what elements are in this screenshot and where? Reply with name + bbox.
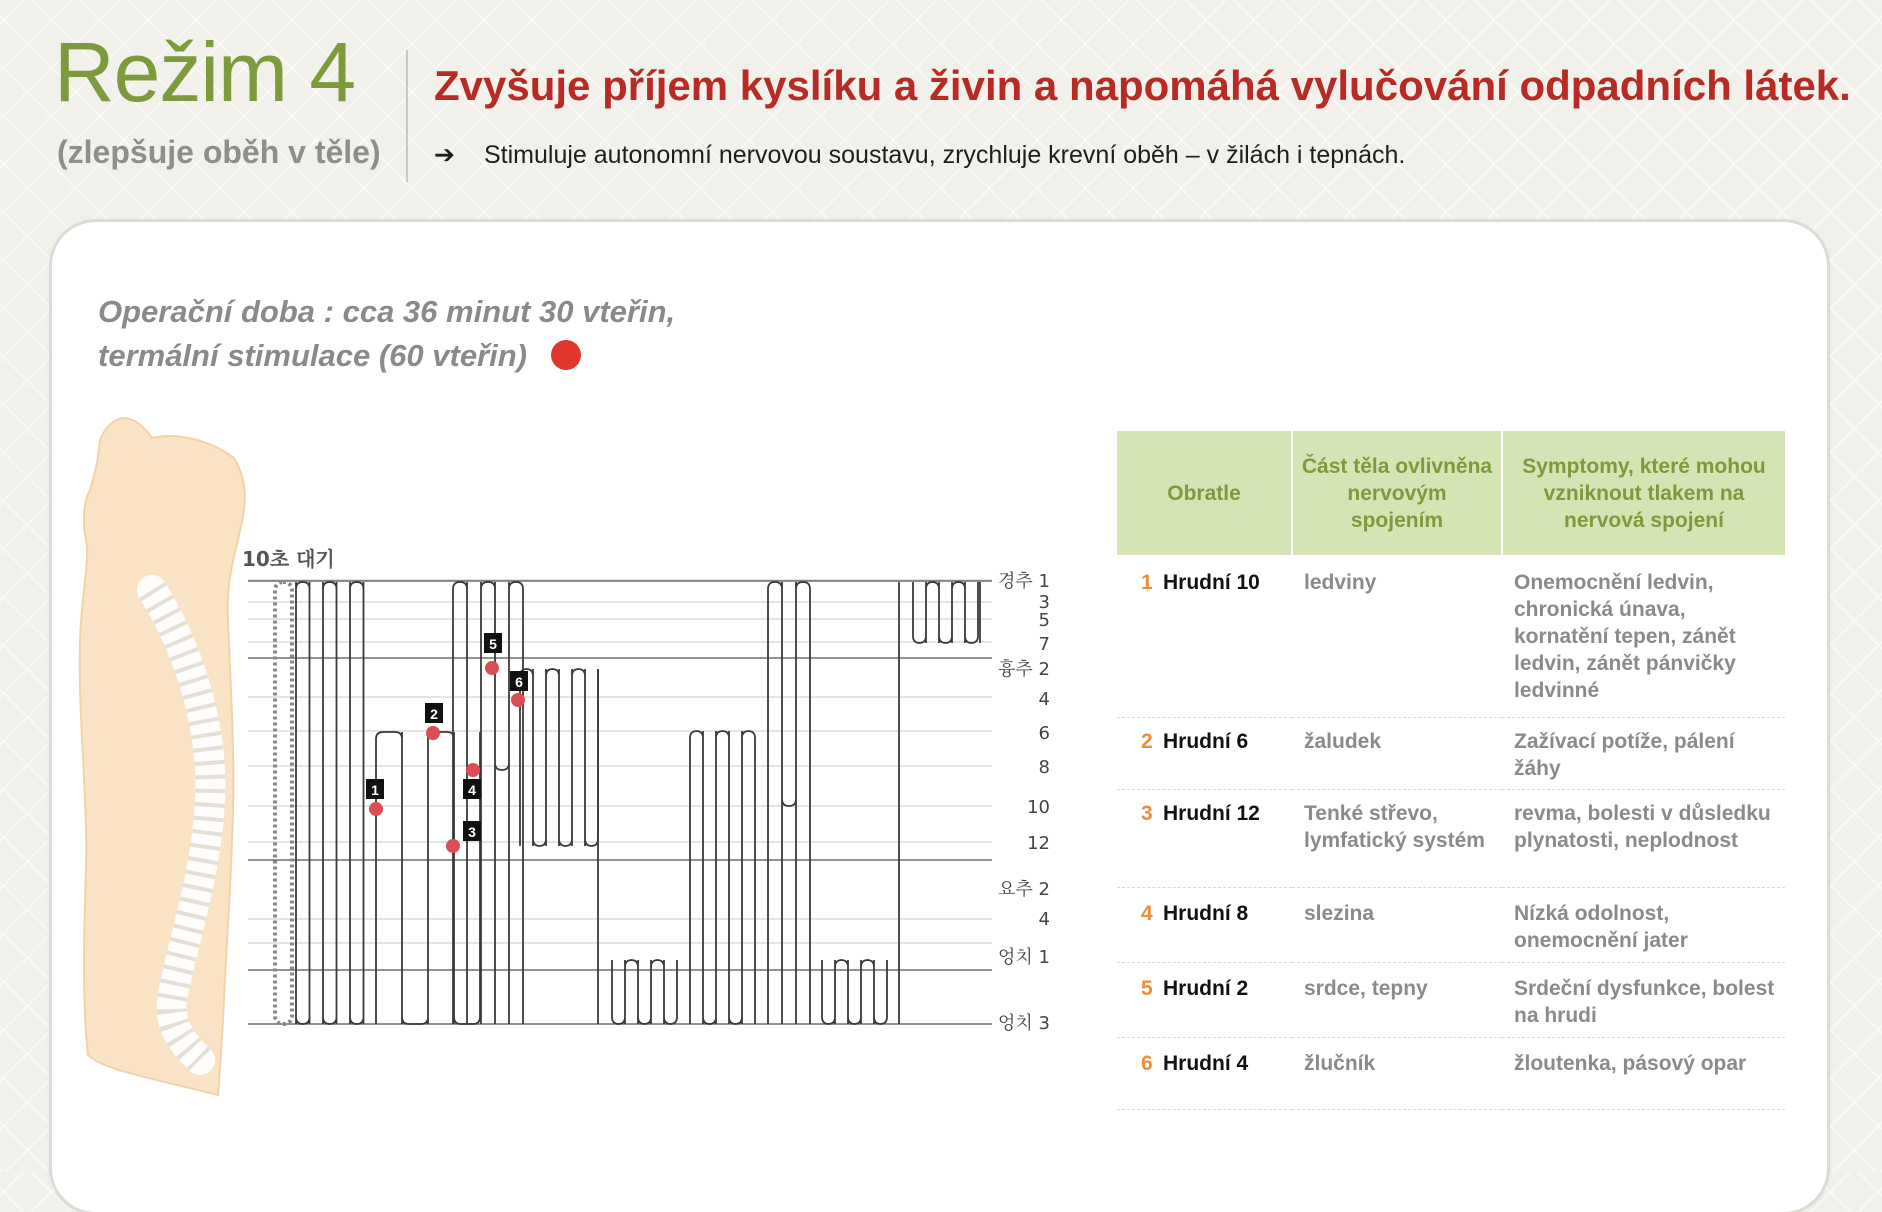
body-part-cell: slezina [1292, 887, 1502, 962]
marker-2-text: 2 [430, 706, 438, 722]
marker-6-text: 6 [515, 674, 523, 690]
table-row [1117, 1037, 1785, 1109]
thermal-text: termální stimulace (60 vteřin) [98, 338, 527, 373]
stim-point-4 [466, 763, 480, 777]
program-path [296, 582, 980, 1024]
vertebra-cell [1117, 555, 1292, 717]
symptoms-cell: revma, bolesti v důsledku plynatosti, neplodnost [1502, 789, 1785, 887]
vertebra-name: Hrudní 12 [1163, 801, 1260, 825]
axis-label-c7: 7 [1038, 634, 1050, 655]
arrow-icon: ➔ [434, 141, 455, 169]
axis-label-c1: 경추 1 [998, 571, 1050, 592]
marker-1-text: 1 [371, 782, 379, 798]
marker-4-text: 4 [468, 782, 476, 798]
col-header-symptoms: Symptomy, které mohou vzniknout tlakem na nervová spojení [1502, 431, 1785, 555]
axis-label-s1: 엉치 1 [998, 947, 1050, 968]
marker-2 [425, 703, 443, 723]
axis-label-t6: 6 [1038, 723, 1050, 744]
axis-label-t2: 흉추 2 [998, 659, 1050, 680]
stim-point-1 [369, 802, 383, 816]
axis-labels [998, 571, 1050, 1034]
vertebra-name: Hrudní 6 [1163, 729, 1249, 753]
symptoms-cell: žloutenka, pásový opar [1502, 1037, 1785, 1109]
row-number: 4 [1141, 901, 1153, 925]
marker-3 [463, 821, 481, 841]
marker-1 [366, 779, 384, 799]
reference-lines [248, 580, 992, 943]
vertebra-name: Hrudní 8 [1163, 901, 1249, 925]
axis-label-l2: 요추 2 [998, 879, 1050, 900]
table-row [1117, 717, 1785, 789]
description-text: Stimuluje autonomní nervovou soustavu, zrychluje krevní oběh – v žilách i tepnách. [484, 141, 1406, 169]
row-number: 6 [1141, 1051, 1153, 1075]
axis-label-t10: 10 [1027, 797, 1050, 818]
row-number: 1 [1141, 571, 1153, 594]
stim-point-5 [485, 661, 499, 675]
row-number: 2 [1141, 729, 1153, 753]
body-part-cell: žlučník [1292, 1037, 1502, 1109]
axis-label-t4: 4 [1038, 689, 1050, 710]
vertebra-cell [1117, 717, 1292, 789]
stimulation-points [369, 661, 525, 853]
stim-point-6 [511, 693, 525, 707]
symptoms-cell: Zažívací potíže, pálení žáhy [1502, 717, 1785, 789]
symptoms-cell: Onemocnění ledvin, chronická únava, kornatění tepen, zánět ledvin, zánět pánvičky ledvinné [1502, 555, 1785, 717]
axis-label-c3: 3 [1038, 592, 1050, 613]
marker-5-text: 5 [489, 636, 497, 652]
page-subtitle: (zlepšuje oběh v těle) [57, 134, 381, 170]
body-part-cell: ledviny [1292, 555, 1502, 717]
vertebra-cell [1117, 962, 1292, 1037]
marker-4 [463, 779, 481, 799]
row-number: 3 [1141, 801, 1153, 825]
wait-coil [275, 582, 292, 1024]
table-header-row [1117, 431, 1785, 555]
vertebra-cell [1117, 789, 1292, 887]
operation-time: Operační doba : cca 36 minut 30 vteřin, [98, 294, 676, 329]
body-part-cell: srdce, tepny [1292, 962, 1502, 1037]
symptoms-cell: Srdeční dysfunkce, bolest na hrudi [1502, 962, 1785, 1037]
axis-label-s3: 엉치 3 [998, 1013, 1050, 1034]
vertebra-table [1117, 431, 1785, 1110]
axis-label-t12: 12 [1027, 833, 1050, 854]
axis-label-c5: 5 [1038, 610, 1050, 631]
col-header-vertebra: Obratle [1117, 431, 1292, 555]
marker-6 [510, 671, 528, 691]
vertebra-cell [1117, 887, 1292, 962]
vertebra-name: Hrudní 2 [1163, 976, 1249, 1000]
table-row [1117, 887, 1785, 962]
marker-5 [484, 633, 502, 653]
symptoms-cell: Nízká odolnost, onemocnění jater [1502, 887, 1785, 962]
axis-label-t8: 8 [1038, 757, 1050, 778]
vertebra-name: Hrudní 4 [1163, 1051, 1249, 1075]
table-row [1117, 789, 1785, 887]
body-part-cell: žaludek [1292, 717, 1502, 789]
marker-3-text: 3 [468, 824, 476, 840]
stim-point-3 [446, 839, 460, 853]
axis-label-l4: 4 [1038, 909, 1050, 930]
table-row [1117, 962, 1785, 1037]
vertebra-name: Hrudní 10 [1163, 571, 1260, 594]
table-row [1117, 555, 1785, 717]
body-part-cell: Tenké střevo, lymfatický systém [1292, 789, 1502, 887]
row-number: 5 [1141, 976, 1153, 1000]
page-title: Režim 4 [54, 25, 356, 119]
col-header-body-part: Část těla ovlivněna nervovým spojením [1292, 431, 1502, 555]
wait-label: 10초 대기 [242, 547, 335, 571]
vertebra-cell [1117, 1037, 1292, 1109]
headline: Zvyšuje příjem kyslíku a živin a napomáhá vylučování odpadních látek. [434, 62, 1851, 109]
main-lines [248, 581, 992, 1024]
stim-point-2 [426, 726, 440, 740]
